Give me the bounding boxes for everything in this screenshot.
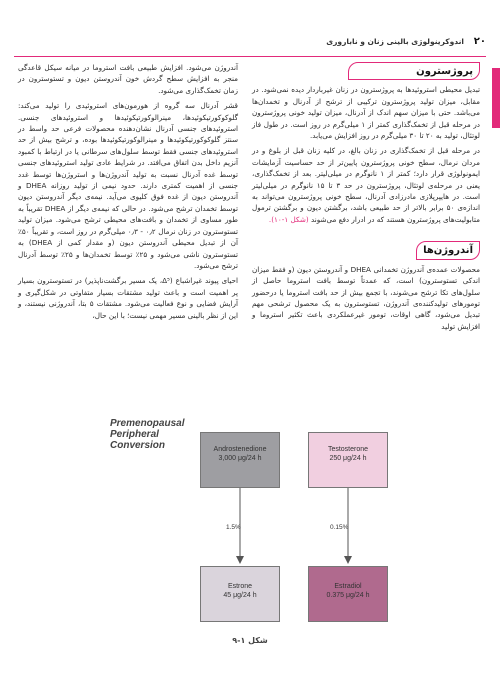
box-estrone (200, 566, 280, 622)
paragraph-progesterone-2-text: در مرحله قبل از تخمک‌گذاری در زنان بالغ، در کلیه زنان قبل از بلوغ و در مردان نرمال، سطح خونی پروژسترون پایین‌تر از حد حساسیت آزمایشات ایمونولوژی قرار دارد؛ کمتر از ۱ نانوگرم در میلی‌لیتر. بعد از تخمک‌گذاری، یعنی در مرحله‌ی لوتئال، پروژسترون در حد ۳ تا ۱۵ نانوگرم در میلی‌لیتر است. در هایپرپلازی مادرزادی آدرنال، سطح خونی پروژسترون می‌تواند به اندازه‌ی ۵۰ برابر بالاتر از حد طبیعی باشد، برگشتن دیون و برگشتن ترمول متابولیت‌های پروژسترون هستند که در ادرار دفع می‌شوند (252, 146, 480, 224)
box-estradiol-value: 0.375 μg/24 h (326, 592, 370, 599)
figure-citation: (شکل ۱-۱۰). (268, 214, 309, 224)
box-estrone-value: 45 μg/24 h (223, 592, 257, 599)
conversion-rate-estradiol: 0.15% (330, 524, 349, 531)
box-androstenedione-name: Androstenedione (213, 446, 267, 453)
figure-caption: شکل ۱-۹ (232, 636, 268, 645)
figure-title-line-2: Peripheral (110, 429, 159, 440)
chapter-side-tab (492, 68, 500, 128)
paragraph-androgens-1: محصولات عمده‌ی آندروژن تخمدانی DHEA و آندروستن دیون (و فقط میزان اندکی تستوسترون) است، که عمدتاً توسط بافت استروما حاصل از سلول‌های تکا ترشح می‌شوند، با تجمع بیش از حد بافت استروما یا درحضور تومورهای تولیدکننده‌ی آندروژن، تستوسترون به یک محصول ترشحی مهم تبدیل می‌شود، گاهی اوقات، تومور غیرعملکردی باعث تکثیر استروما و افزایش تولید (252, 264, 480, 331)
conversion-figure (110, 418, 390, 643)
paragraph-left-1: آندروژن می‌شود. افزایش طبیعی بافت استروما در میانه سیکل قاعدگی منجر به افزایش سطح گردش خون آندروستن دیون و تستوسترون در زمان تخمک‌گذاری می‌شود. (18, 63, 238, 95)
page-number: ۲۰ (473, 36, 486, 47)
running-title: اندوکرینولوژی بالینی زنان و نابارو‌ری (326, 37, 464, 46)
section-heading-box-androgens (416, 241, 480, 259)
box-testosterone-name: Testosterone (327, 446, 369, 453)
page-header (14, 36, 486, 52)
box-testosterone-value: 250 μg/24 h (329, 455, 367, 462)
section-heading-androgens: آندروژن‌ها (423, 245, 473, 257)
paragraph-left-2: قشر آدرنال سه گروه از هورمون‌های استروئیدی را تولید می‌کند: گلوکوکورتیکوئیدها، مینرالوکورتیکوئیدها و استروئیدهای جنسی. استروئیدهای جنسی آدرنال نشان‌دهنده محصولات فرعی حد واسط در سنتز گلوکوکورتیکوئیدها و مینرالوکورتیکوئیدها بوده، و ترشح بیش از حد استروئیدهای جنسی فقط توسط سلول‌های سرطانی یا در ارتباط با کمبود آنزیم داخل بدن اتفاق می‌افتد. در شرایط عادی تولید استروئیدهای جنسی توسط غده آدرنال نسبت به تولید آندروژن‌ها و استروژن‌ها توسط غدد جنسی از اهمیت کمتری دارند. حدود نیمی از تولید روزانه DHEA و آندروستن دیون از غده فوق کلیوی می‌آید. نیمه‌ی دیگر آندروستن دیون توسط تخمدان ترشح می‌شود. در حالی که نیمه‌ی دیگر از DHEA تقریباً به طور مساوی از تخمدان و بافت‌های محیطی ترشح می‌شود. میزان تولید تستوسترون در زنان نرمال ۰٫۲ - ۰٫۳ میلی‌گرم در روز است، و تقریباً ۵۰٪ آن از تبدیل محیطی آندروستن دیون (و مقدار کمی از DHEA) به تستوسترون ناشی می‌شود و ۲۵٪ توسط تخمدان‌ها و ۲۵٪ توسط آدرنال ترشح می‌شود. (18, 101, 238, 270)
box-testosterone (308, 432, 388, 488)
right-column (252, 62, 480, 336)
section-heading-box-progesterone (348, 62, 480, 80)
box-androstenedione (200, 432, 280, 488)
paragraph-left-3: احیای پیوند غیراشباع (Δ⁵، یک مسیر برگشت‌ناپذیر) در تستوسترون بسیار پر اهمیت است و باعث تولید مشتقات بسیار متفاوتی در شکل‌گیری و آرایش فضایی و نوع فعالیت می‌شود. مشتقات ۵ بتا، آندروژنی نیستند، و این از نظر بالینی مسیر مهمی نیست؛ با این حال، (18, 276, 238, 320)
box-androstenedione-value: 3,000 μg/24 h (218, 455, 262, 462)
section-heading-progesterone: پروژسترون (416, 66, 473, 77)
box-estradiol (308, 566, 388, 622)
left-column (18, 62, 238, 325)
paragraph-progesterone-2 (252, 145, 480, 225)
paragraph-progesterone-1: تبدیل محیطی استروئیدها به پروژسترون در زنان غیرباردار دیده نمی‌شود. در مقابل، میزان تولید پروژسترون ترکیبی از ترشح از آدرنال و تخمدان‌ها می‌باشد. حتی با میزان سهم اندک از آدرنال، میزان تولید خونی پروژسترون در مرحله قبل از تخمک‌گذاری کمتر از ۱ میلی‌گرم در روز است. در طول فاز لوتئال، تولید به ۲۰ تا ۳۰ میلی‌گرم در روز افزایش می‌یابد. (252, 85, 480, 141)
figure-title-line-1: Premenopausal (110, 418, 185, 429)
figure-title-line-3: Conversion (110, 440, 166, 451)
header-rule (14, 56, 486, 57)
conversion-rate-estrone: 1.5% (226, 524, 241, 531)
box-estradiol-name: Estradiol (334, 583, 362, 590)
box-estrone-name: Estrone (227, 583, 253, 590)
